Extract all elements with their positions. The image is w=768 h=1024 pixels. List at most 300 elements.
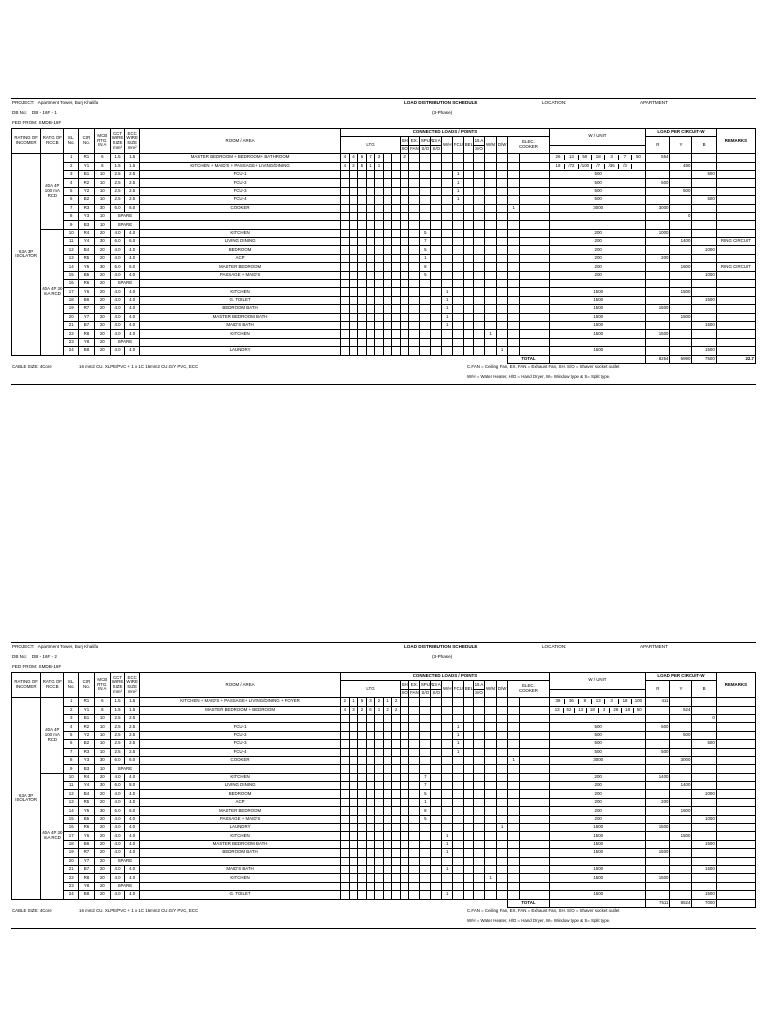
cell-cooker (520, 187, 550, 195)
cell-mcb: 6 (94, 162, 110, 170)
cell-ltg (383, 321, 392, 329)
cell-room: LAUNDRY (139, 824, 340, 832)
header-13a-so: S/O (431, 145, 442, 153)
cell-wh (442, 882, 453, 890)
cell-15a (473, 196, 484, 204)
cell-remarks (716, 305, 755, 313)
cell-fcu (453, 280, 464, 288)
cell-wm (484, 179, 496, 187)
cell-bell (464, 782, 474, 790)
cell-ex (409, 874, 420, 882)
cell-load-y (670, 154, 692, 162)
cell-wh (442, 246, 453, 254)
cell-wh (442, 170, 453, 178)
cell-bell (464, 221, 474, 229)
cell-ltg (392, 840, 401, 848)
cell-15a (473, 882, 484, 890)
w-unit-value: 200 (594, 238, 602, 244)
cell-room: KITCHEN (139, 288, 340, 296)
cell-bell (464, 238, 474, 246)
incomer-rating: 63A 3P ISOLATOR (12, 154, 41, 355)
cell-ltg (375, 196, 384, 204)
cell-load-r (646, 221, 670, 229)
cell-dw (497, 321, 508, 329)
header-bell: BELL (464, 681, 474, 698)
cell-mcb: 20 (94, 773, 110, 781)
cell-cct: 4.0 (110, 321, 125, 329)
cell-ecc: 4.0 (125, 246, 140, 254)
cell-13a (431, 773, 442, 781)
w-unit-value: 500 (594, 196, 602, 202)
cell-load-y: 1500 (670, 832, 692, 840)
cell-wm (484, 857, 496, 865)
cell-ltg (358, 238, 367, 246)
cell-elec (508, 221, 520, 229)
cell-sh (400, 790, 409, 798)
cell-mcb: 10 (94, 765, 110, 773)
cell-cooker (520, 798, 550, 806)
cell-remarks (716, 347, 755, 355)
cell-elec (508, 196, 520, 204)
cell-ex (409, 807, 420, 815)
cell-cct: 4.0 (110, 798, 125, 806)
cell-sl: 8 (64, 756, 79, 764)
cell-load-r (646, 296, 670, 304)
cell-cir: Y4 (79, 782, 95, 790)
cell-ltg (349, 179, 358, 187)
cell-sl: 18 (64, 840, 79, 848)
cell-bell (464, 765, 474, 773)
cell-w-unit (549, 790, 645, 798)
cell-ex (409, 782, 420, 790)
cell-ltg (383, 229, 392, 237)
cell-ltg (392, 170, 401, 178)
cell-cct: 1.5 (110, 162, 125, 170)
w-unit-value: 500 (594, 748, 602, 754)
cell-ltg (375, 187, 384, 195)
cell-ltg (383, 824, 392, 832)
cell-dw (497, 280, 508, 288)
header-spur-so: S/O (420, 689, 431, 697)
cell-cir: R8 (79, 330, 95, 338)
cell-cir: Y7 (79, 857, 95, 865)
cell-ecc: 6.0 (125, 238, 140, 246)
cell-fcu (453, 824, 464, 832)
cell-elec (508, 832, 520, 840)
cell-ecc: 6.0 (125, 807, 140, 815)
cell-ltg (392, 748, 401, 756)
cell-bell (464, 170, 474, 178)
cell-spur (420, 347, 431, 355)
cell-15a (473, 271, 484, 279)
cell-remarks (716, 824, 755, 832)
header-spur: SPUR (420, 681, 431, 689)
phase-label: (3-Phase) (432, 654, 453, 659)
cell-load-y (670, 857, 692, 865)
w-unit-value: 3000 (593, 757, 604, 763)
cell-remarks (716, 865, 755, 873)
cell-wh (442, 154, 453, 162)
cell-remarks (716, 891, 755, 899)
cell-load-r: 1500 (646, 849, 670, 857)
cell-ltg (375, 857, 384, 865)
cell-13a (431, 756, 442, 764)
cell-ex (409, 815, 420, 823)
cell-13a (431, 271, 442, 279)
cell-15a (473, 288, 484, 296)
cell-13a (431, 832, 442, 840)
cell-mcb: 20 (94, 305, 110, 313)
cell-ltg (375, 882, 384, 890)
cell-ex (409, 773, 420, 781)
cell-ecc: 4.0 (125, 849, 140, 857)
cell-ex (409, 271, 420, 279)
cell-fcu (453, 246, 464, 254)
cell-ltg (349, 204, 358, 212)
cell-15a (473, 815, 484, 823)
cell-elec (508, 857, 520, 865)
cell-cooker (520, 740, 550, 748)
cell-15a (473, 321, 484, 329)
cell-ltg (366, 865, 375, 873)
cell-ltg (366, 338, 375, 346)
cell-ltg: 2 (375, 698, 384, 706)
cell-room: LAUNDRY (139, 347, 340, 355)
cell-13a (431, 296, 442, 304)
cell-wm (484, 832, 496, 840)
cell-ltg (375, 765, 384, 773)
cell-w-unit (549, 280, 645, 288)
cell-ltg (383, 773, 392, 781)
cell-bell (464, 212, 474, 220)
cell-ltg (392, 815, 401, 823)
cell-wh (442, 254, 453, 262)
cell-dw (497, 731, 508, 739)
cell-sh (400, 296, 409, 304)
table-row (12, 874, 756, 882)
rccb-rating: 40A 4P 100 mA RCD (41, 698, 64, 774)
w-unit-value: 1500 (593, 824, 604, 830)
cell-load-r: 1400 (646, 773, 670, 781)
cell-mcb: 20 (94, 815, 110, 823)
table-row (12, 154, 756, 162)
cell-room: ACP (139, 254, 340, 262)
cell-load-y (670, 865, 692, 873)
cell-dw (497, 288, 508, 296)
cell-w-unit (549, 874, 645, 882)
legend-line-2: W/H = Water Heater, H/D = Hand Dryer, W= Window type & S= Split type. (467, 917, 611, 923)
cell-13a (431, 891, 442, 899)
cell-wh (442, 874, 453, 882)
cell-ltg (383, 798, 392, 806)
cell-load-b: 1500 (692, 865, 716, 873)
cell-load-y: 1600 (670, 263, 692, 271)
cell-fcu (453, 162, 464, 170)
cell-load-b (692, 154, 716, 162)
cell-sl: 13 (64, 254, 79, 262)
cell-wh: 1 (442, 891, 453, 899)
cell-15a (473, 773, 484, 781)
cell-remarks (716, 849, 755, 857)
cell-ex (409, 731, 420, 739)
cell-load-y (670, 790, 692, 798)
cell-ltg (358, 305, 367, 313)
cell-bell (464, 807, 474, 815)
cell-elec (508, 891, 520, 899)
cell-sh (400, 824, 409, 832)
cell-cir: R3 (79, 204, 95, 212)
cell-spur (420, 162, 431, 170)
cell-spur (420, 338, 431, 346)
cell-ecc: 2.5 (125, 714, 140, 722)
cell-15a (473, 254, 484, 262)
cell-ltg (349, 790, 358, 798)
cell-ltg (366, 790, 375, 798)
cell-ltg (383, 162, 392, 170)
cell-wh: 1 (442, 321, 453, 329)
cell-ltg: 4 (341, 154, 350, 162)
cell-ltg (392, 765, 401, 773)
cell-room: BEDROOM (139, 246, 340, 254)
cell-bell (464, 815, 474, 823)
table-row (12, 807, 756, 815)
cell-ltg (366, 212, 375, 220)
cell-13a (431, 748, 442, 756)
cell-elec (508, 179, 520, 187)
header-w-unit: W / UNIT (549, 673, 645, 690)
cell-dw (497, 204, 508, 212)
cell-room: FCU-3 (139, 740, 340, 748)
cell-cir: B6 (79, 296, 95, 304)
cell-load-y (670, 179, 692, 187)
cell-remarks (716, 313, 755, 321)
cell-load-r (646, 196, 670, 204)
cell-remarks (716, 271, 755, 279)
cell-sl: 14 (64, 807, 79, 815)
cell-ltg (375, 790, 384, 798)
cell-bell (464, 756, 474, 764)
cell-wm (484, 731, 496, 739)
cell-load-b (692, 280, 716, 288)
cell-ltg (341, 338, 350, 346)
cell-spur: 7 (420, 782, 431, 790)
cell-remarks (716, 815, 755, 823)
cell-ltg (375, 238, 384, 246)
cell-cooker (520, 706, 550, 714)
cell-fcu (453, 882, 464, 890)
cell-spur (420, 882, 431, 890)
cell-15a (473, 187, 484, 195)
cell-ltg (349, 170, 358, 178)
cell-ltg (349, 748, 358, 756)
cell-ltg: 4 (341, 162, 350, 170)
cell-load-r: 200 (646, 254, 670, 262)
cell-mcb: 10 (94, 731, 110, 739)
cell-ltg (341, 748, 350, 756)
cell-ltg (375, 782, 384, 790)
cell-ltg (349, 840, 358, 848)
cell-load-b (692, 706, 716, 714)
w-unit-value: 50 (636, 706, 642, 712)
db-number: DB No: DB - 16F - 2 (12, 654, 57, 659)
cell-ltg (358, 271, 367, 279)
cell-spur (420, 296, 431, 304)
cell-load-r (646, 338, 670, 346)
table-row (12, 170, 756, 178)
cell-wh (442, 731, 453, 739)
cell-bell (464, 773, 474, 781)
cell-ecc: 4.0 (125, 815, 140, 823)
cell-15a (473, 330, 484, 338)
cell-wh: 1 (442, 832, 453, 840)
cell-elec (508, 154, 520, 162)
header-fcu: FCU (453, 681, 464, 698)
cell-bell (464, 179, 474, 187)
cell-ltg (375, 330, 384, 338)
cell-15a (473, 790, 484, 798)
cell-wm (484, 313, 496, 321)
schedule-2 (11, 642, 756, 928)
cell-load-y (670, 321, 692, 329)
cell-cct: 4.0 (110, 246, 125, 254)
cell-ltg (341, 296, 350, 304)
cell-load-b: 1500 (692, 296, 716, 304)
w-unit-value: 200 (594, 246, 602, 252)
cell-bell (464, 330, 474, 338)
cell-cct: 4.0 (110, 874, 125, 882)
cell-load-b: 500 (692, 740, 716, 748)
cell-fcu (453, 807, 464, 815)
cell-13a (431, 305, 442, 313)
cell-wm (484, 865, 496, 873)
cell-ex (409, 832, 420, 840)
cell-w-unit (549, 698, 645, 706)
table-row (12, 162, 756, 170)
cell-w-unit (549, 221, 645, 229)
cell-sl: 23 (64, 338, 79, 346)
cell-ltg (375, 313, 384, 321)
cell-elec (508, 723, 520, 731)
table-row (12, 723, 756, 731)
total-row (12, 355, 756, 363)
table-row (12, 882, 756, 890)
cell-cir: R2 (79, 723, 95, 731)
cable-size-label: CABLE SIZE: 4Core (12, 363, 52, 369)
cell-15a (473, 263, 484, 271)
table-row (12, 731, 756, 739)
cell-ltg (349, 891, 358, 899)
cell-ex (409, 246, 420, 254)
cell-cct: 2.5 (110, 748, 125, 756)
cell-w-unit (549, 347, 645, 355)
cell-ecc: 4.0 (125, 874, 140, 882)
cell-w-unit (549, 840, 645, 848)
cell-cooker (520, 288, 550, 296)
header-ltg: LTG (341, 137, 401, 154)
cell-ltg (366, 271, 375, 279)
project-name: Apartment Tower, Burj Khalifa (37, 644, 99, 649)
cell-ecc: 8.0 (125, 782, 140, 790)
cell-fcu (453, 254, 464, 262)
header-remarks: REMARKS (716, 673, 755, 698)
cell-wm (484, 849, 496, 857)
cell-sl: 7 (64, 748, 79, 756)
cell-ltg (392, 162, 401, 170)
cell-spare: SPARE (110, 882, 139, 890)
cell-ltg (375, 731, 384, 739)
cell-ecc: 4.0 (125, 330, 140, 338)
cell-ltg (341, 246, 350, 254)
cell-sl: 18 (64, 296, 79, 304)
cell-13a (431, 246, 442, 254)
cell-load-r (646, 714, 670, 722)
cell-cct: 4.0 (110, 773, 125, 781)
cell-ltg (341, 305, 350, 313)
cell-cct: 1.5 (110, 706, 125, 714)
cell-elec (508, 782, 520, 790)
cell-dw (497, 865, 508, 873)
cell-cooker (520, 723, 550, 731)
cell-ltg (366, 321, 375, 329)
cell-sl: 4 (64, 723, 79, 731)
cell-w-unit (549, 714, 645, 722)
cell-ex (409, 790, 420, 798)
cell-cooker (520, 330, 550, 338)
cell-sh (400, 832, 409, 840)
table-row (12, 891, 756, 899)
cell-15a (473, 296, 484, 304)
table-row (12, 773, 756, 781)
cell-load-b (692, 748, 716, 756)
header-bell: BELL (464, 137, 474, 154)
cell-fcu (453, 698, 464, 706)
cell-ltg (383, 748, 392, 756)
cell-sh (400, 857, 409, 865)
cell-cct: 4.0 (110, 229, 125, 237)
cell-remarks (716, 765, 755, 773)
cell-elec (508, 874, 520, 882)
cell-w-unit (549, 815, 645, 823)
header-ltg: LTG (341, 681, 401, 698)
cell-mcb: 30 (94, 782, 110, 790)
cell-sl: 2 (64, 706, 79, 714)
cell-ltg (366, 263, 375, 271)
cell-mcb: 20 (94, 347, 110, 355)
cell-ecc: 4.0 (125, 798, 140, 806)
cell-wm (484, 748, 496, 756)
cell-room: FCU-3 (139, 187, 340, 195)
cell-cir: Y8 (79, 882, 95, 890)
cell-ltg (341, 187, 350, 195)
w-unit-value: 13 (592, 699, 605, 704)
cell-ex (409, 179, 420, 187)
cell-load-b (692, 824, 716, 832)
table-row (12, 238, 756, 246)
cell-ltg (375, 212, 384, 220)
cell-ltg (375, 807, 384, 815)
cell-fcu (453, 288, 464, 296)
cell-ltg (383, 865, 392, 873)
cell-cct: 6.0 (110, 263, 125, 271)
cell-ex (409, 170, 420, 178)
cell-ltg (375, 221, 384, 229)
cell-load-y (670, 271, 692, 279)
header-connected-loads: CONNECTED LOADS / POINTS (341, 129, 550, 137)
cell-sl: 21 (64, 321, 79, 329)
cell-sh (400, 891, 409, 899)
table-row (12, 840, 756, 848)
cell-ltg (341, 807, 350, 815)
